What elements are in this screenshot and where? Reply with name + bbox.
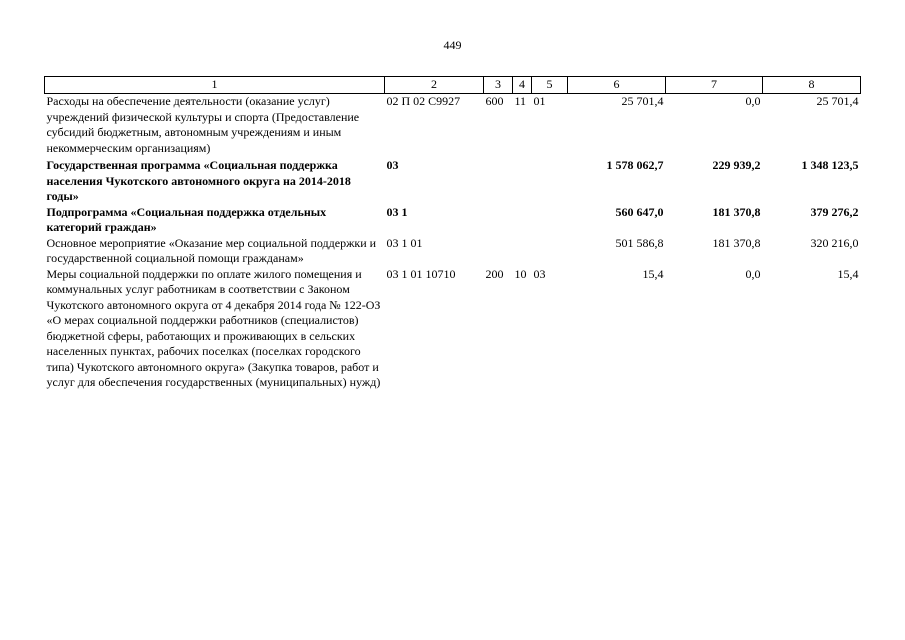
page-number: 449	[443, 38, 462, 52]
row-col8: 1 348 123,5	[801, 158, 859, 172]
row-code: 02 П 02 С9927	[386, 94, 461, 108]
row-col6: 501 586,8	[615, 235, 664, 250]
table-row	[45, 236, 861, 267]
row-col5: 01	[533, 94, 546, 108]
header-row	[45, 77, 861, 94]
table-row	[45, 156, 861, 205]
row-col6: 15,4	[642, 266, 664, 281]
header-cell-7: 7	[666, 77, 763, 94]
table-row	[45, 267, 861, 391]
row-col8: 15,4	[837, 266, 859, 281]
row-col7: 229 939,2	[712, 158, 761, 172]
header-cell-6: 6	[568, 77, 666, 94]
budget-table	[44, 76, 861, 391]
row-code: 03 1	[386, 204, 408, 219]
row-name: Подпрограмма «Социальная поддержка отдельных категорий граждан»	[46, 204, 327, 234]
row-col5	[532, 156, 568, 205]
row-col7: 0,0	[745, 266, 761, 281]
row-col8: 379 276,2	[810, 204, 859, 219]
row-code: 03 1 01 10710	[386, 266, 456, 281]
row-col3	[484, 205, 513, 236]
row-col3	[484, 236, 513, 267]
row-col3: 200	[485, 266, 504, 281]
table-row	[45, 205, 861, 236]
row-col4	[513, 156, 532, 205]
header-cell-1: 1	[45, 77, 385, 94]
row-col7: 181 370,8	[712, 204, 761, 219]
row-name: Расходы на обеспечение деятельности (оказание услуг) учреждений физической культуры и спорта (Предоставление субсидий бюджетным, автономным учреждениям и иным некоммерческим организациям)	[46, 94, 360, 155]
header-cell-3: 3	[484, 77, 513, 94]
row-col6: 25 701,4	[621, 94, 664, 108]
row-col3	[484, 156, 513, 205]
header-cell-4: 4	[513, 77, 532, 94]
row-code: 03 1 01	[386, 235, 423, 250]
row-col5	[532, 205, 568, 236]
row-name: Основное мероприятие «Оказание мер социальной поддержки и государственной социальной помощи гражданам»	[46, 235, 377, 265]
row-col6: 560 647,0	[615, 204, 664, 219]
header-cell-2: 2	[385, 77, 484, 94]
row-name: Государственная программа «Социальная поддержка населения Чукотского автономного округа на 2014-2018 годы»	[46, 158, 351, 203]
row-col4	[513, 205, 532, 236]
header-cell-8: 8	[763, 77, 861, 94]
row-col8: 25 701,4	[816, 94, 859, 108]
row-col8: 320 216,0	[810, 235, 859, 250]
row-col5	[532, 236, 568, 267]
row-col4: 11	[514, 94, 527, 108]
table-row	[45, 94, 861, 157]
row-col7: 181 370,8	[712, 235, 761, 250]
row-col4	[513, 236, 532, 267]
row-col4: 10	[514, 266, 527, 281]
header-cell-5: 5	[532, 77, 568, 94]
row-col5: 03	[533, 266, 546, 281]
row-name: Меры социальной поддержки по оплате жилого помещения и коммунальных услуг работникам в соответствии с Законом Чукотского автономного округа от 4 декабря 2014 года № 122-ОЗ «О мерах социальной поддержки работников (специалистов) бюджетной сферы, работающих и проживающих в сельских населенных пунктах, рабочих поселках (поселках городского типа) Чукотского автономного округа» (Закупка товаров, работ и услуг для обеспечения государственных (муниципальных) нужд)	[46, 266, 381, 389]
row-code: 03	[386, 158, 399, 172]
row-col7: 0,0	[745, 94, 761, 108]
row-col6: 1 578 062,7	[606, 158, 664, 172]
row-col3: 600	[485, 94, 504, 108]
